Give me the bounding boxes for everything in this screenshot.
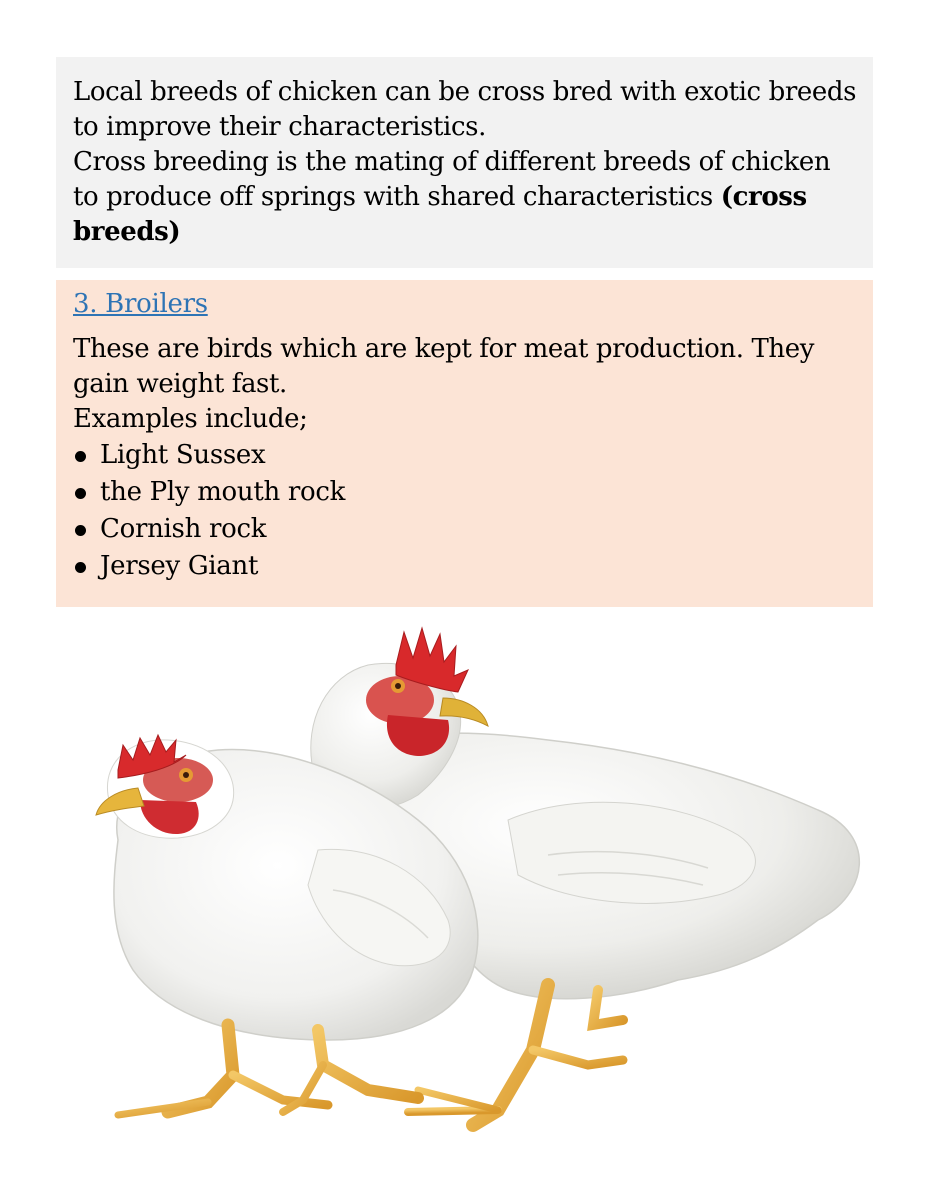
broilers-description-paragraph bbox=[73, 332, 857, 437]
broilers-description: These are birds which are kept for meat production. They gain weight fast. bbox=[73, 334, 815, 399]
list-item-label: Cornish rock bbox=[100, 514, 267, 544]
bullet-icon bbox=[75, 562, 86, 573]
list-item bbox=[73, 511, 857, 548]
broilers-panel bbox=[56, 280, 873, 607]
examples-label: Examples include; bbox=[73, 404, 308, 434]
list-item bbox=[73, 474, 857, 511]
bullet-icon bbox=[75, 525, 86, 536]
list-item bbox=[73, 437, 857, 474]
intro-line-1: Local breeds of chicken can be cross bred with exotic breeds to improve their characteristics. bbox=[73, 77, 857, 142]
bullet-icon bbox=[75, 451, 86, 462]
list-item-label: the Ply mouth rock bbox=[100, 477, 346, 507]
list-item-label: Light Sussex bbox=[100, 440, 266, 470]
intro-line-2: Cross breeding is the mating of different breeds of chicken to produce off springs with shared characteristics bbox=[73, 147, 831, 212]
list-item bbox=[73, 548, 857, 585]
bullet-icon bbox=[75, 488, 86, 499]
intro-paragraph bbox=[73, 75, 857, 250]
broilers-heading-link[interactable]: 3. Broilers bbox=[73, 289, 208, 319]
intro-bold-term: (cross breeds) bbox=[73, 182, 807, 247]
intro-panel bbox=[56, 57, 873, 268]
broiler-chickens-image bbox=[78, 620, 878, 1150]
list-item-label: Jersey Giant bbox=[100, 551, 259, 581]
breed-list bbox=[73, 437, 857, 585]
